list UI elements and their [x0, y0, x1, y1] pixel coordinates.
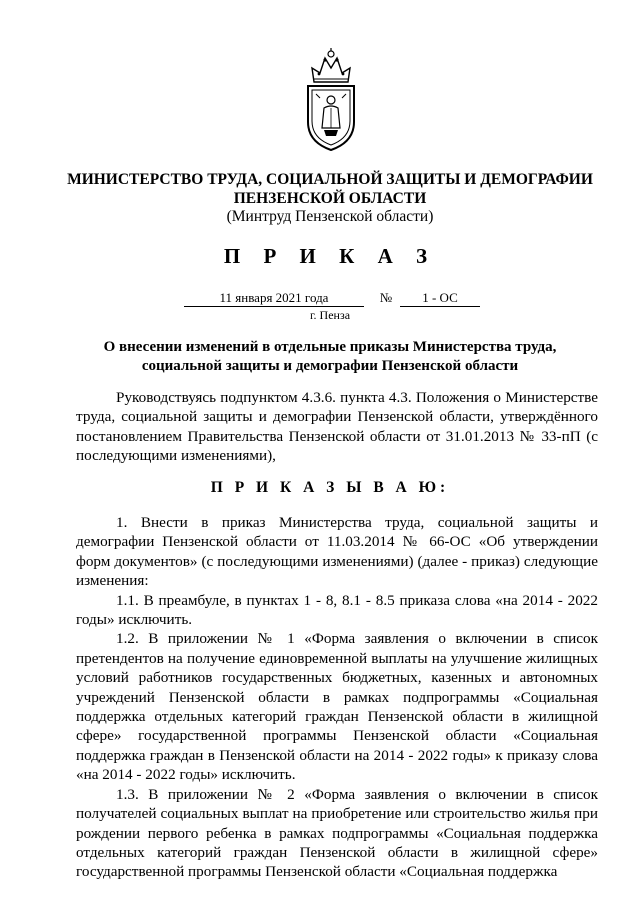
- order-item-1: 1. Внести в приказ Министерства труда, социальной защиты и демографии Пензенской области от 11.03.2014 № 66-ОС «Об утверждении форм документов» (с последующими изменениями) (далее - приказ) следующие изменения:: [76, 514, 598, 590]
- order-item-1-2: 1.2. В приложении № 1 «Форма заявления о включении в список претендентов на получение единовременной выплаты на улучшение жилищных условий работников государственных бюджетных, казенных и автономных учреждений Пензенской области в рамках подпрограммы «Социальная поддержка отдельных категорий граждан Пензенской области в жилищной сфере» государственной программы Пензенской области «Социальная поддержка граждан в Пензенской области на 2014 - 2022 годы» к приказу слова «на 2014 - 2022 годы» исключить.: [76, 630, 598, 784]
- ministry-name-line2: ПЕНЗЕНСКОЙ ОБЛАСТИ: [233, 190, 427, 207]
- coat-of-arms-icon: [300, 46, 362, 154]
- order-items: [76, 513, 598, 882]
- preamble-section: [76, 388, 598, 466]
- orders-heading: П Р И К А З Ы В А Ю:: [210, 479, 450, 496]
- number-sign: №: [379, 290, 393, 305]
- ministry-name-line1: МИНИСТЕРСТВО ТРУДА, СОЦИАЛЬНОЙ ЗАЩИТЫ И ДЕМОГРАФИИ: [67, 171, 593, 188]
- order-number: 1 - ОС: [400, 290, 480, 307]
- order-subject: О внесении изменений в отдельные приказы Министерства труда, социальной защиты и демографии Пензенской области: [103, 339, 557, 374]
- preamble-paragraph: Руководствуясь подпунктом 4.3.6. пункта 4.3. Положения о Министерстве труда, социальной защиты и демографии Пензенской области, утверждённого постановлением Правительства Пензенской области от 31.01.2013 № 33-пП (с последующими изменениями),: [76, 389, 598, 465]
- document-type-title: П Р И К А З: [223, 244, 437, 268]
- order-item-1-3: 1.3. В приложении № 2 «Форма заявления о включении в список получателей социальных выплат на приобретение или строительство жилья при рождении первого ребенка в рамках подпрограммы «Социальная поддержка отдельных категорий граждан Пензенской области в жилищной сфере» государственной программы Пензенской области «Социальная поддержка: [76, 785, 598, 881]
- order-item-1-1: 1.1. В преамбуле, в пунктах 1 - 8, 8.1 - 8.5 приказа слова «на 2014 - 2022 годы» исключить.: [76, 591, 598, 629]
- city-name: г. Пенза: [309, 308, 351, 322]
- order-date: 11 января 2021 года: [184, 290, 364, 307]
- ministry-short-name: (Минтруд Пензенской области): [226, 208, 434, 225]
